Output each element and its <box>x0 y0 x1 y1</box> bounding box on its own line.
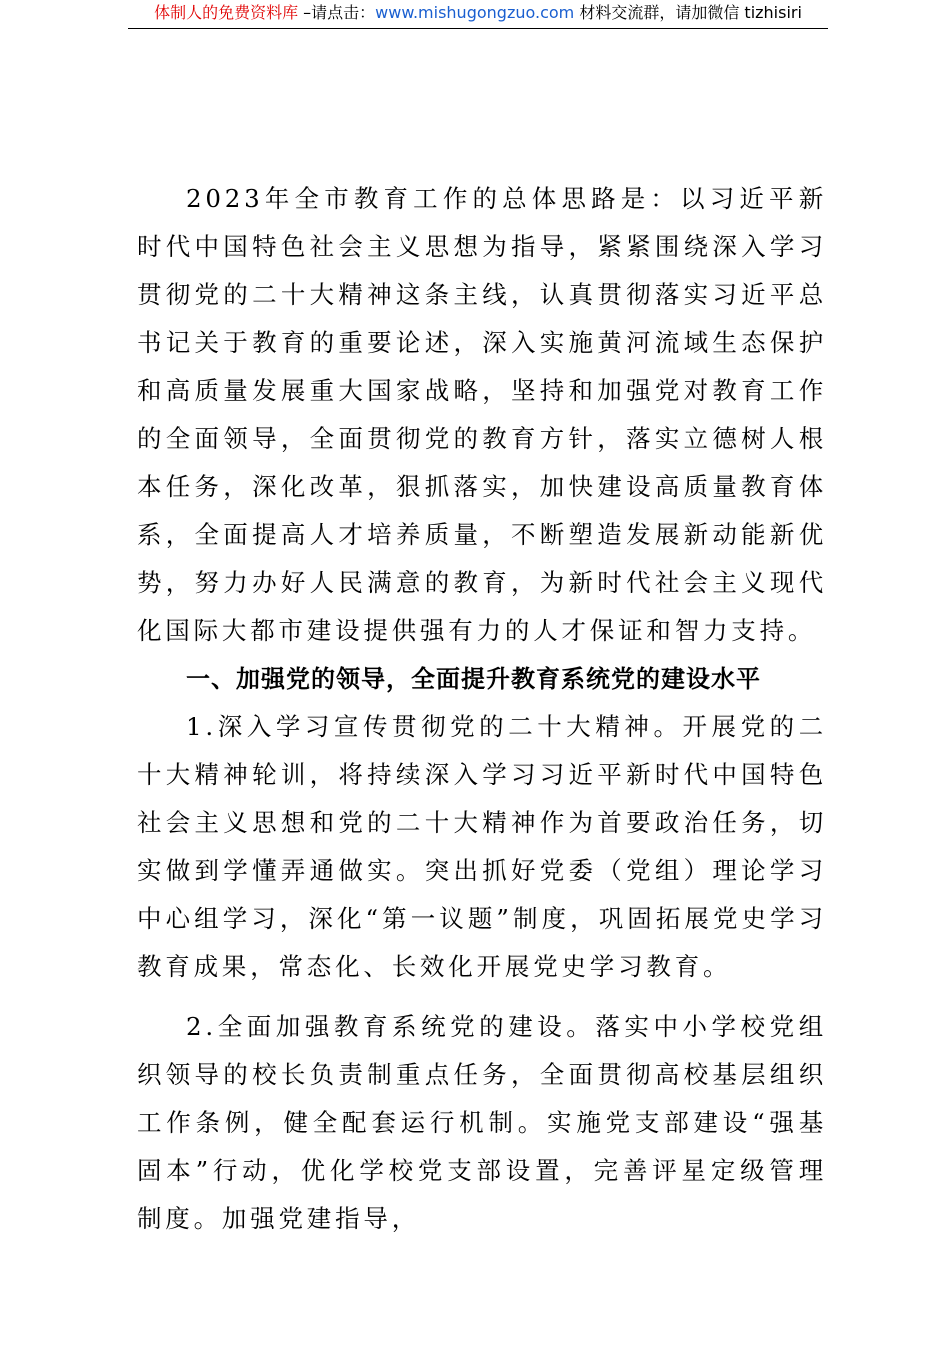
header-click-prompt: –请点击： <box>298 3 376 22</box>
header-wechat-note: 材料交流群，请加微信 tizhisiri <box>574 3 802 22</box>
header-site-name: 体制人的免费资料库 <box>154 3 299 22</box>
header-url-link[interactable]: www.mishugongzuo.com <box>375 3 575 22</box>
item-1-paragraph: 1.深入学习宣传贯彻党的二十大精神。开展党的二十大精神轮训，将持续深入学习习近平新时代中国特色社会主义思想和党的二十大精神作为首要政治任务，切实做到学懂弄通做实。突出抓好党委（党组）理论学习中心组学习，深化“第一议题”制度，巩固拓展党史学习教育成果，常态化、长效化开展党史学习教育。 <box>137 712 827 981</box>
item-2-paragraph: 2.全面加强教育系统党的建设。落实中小学校党组织领导的校长负责制重点任务，全面贯彻高校基层组织工作条例，健全配套运行机制。实施党支部建设“强基固本”行动，优化学校党支部设置，完善评星定级管理制度。加强党建指导， <box>137 1012 827 1233</box>
page-header <box>128 0 828 29</box>
document-body <box>137 175 827 1243</box>
intro-paragraph: 2023年全市教育工作的总体思路是：以习近平新时代中国特色社会主义思想为指导，紧紧围绕深入学习贯彻党的二十大精神这条主线，认真贯彻落实习近平总书记关于教育的重要论述，深入实施黄河流域生态保护和高质量发展重大国家战略，坚持和加强党对教育工作的全面领导，全面贯彻党的教育方针，落实立德树人根本任务，深化改革，狠抓落实，加快建设高质量教育体系，全面提高人才培养质量，不断塑造发展新动能新优势，努力办好人民满意的教育，为新时代社会主义现代化国际大都市建设提供强有力的人才保证和智力支持。 <box>137 184 827 645</box>
paragraph-gap <box>137 991 827 1003</box>
section-1-heading: 一、加强党的领导，全面提升教育系统党的建设水平 <box>186 665 761 693</box>
